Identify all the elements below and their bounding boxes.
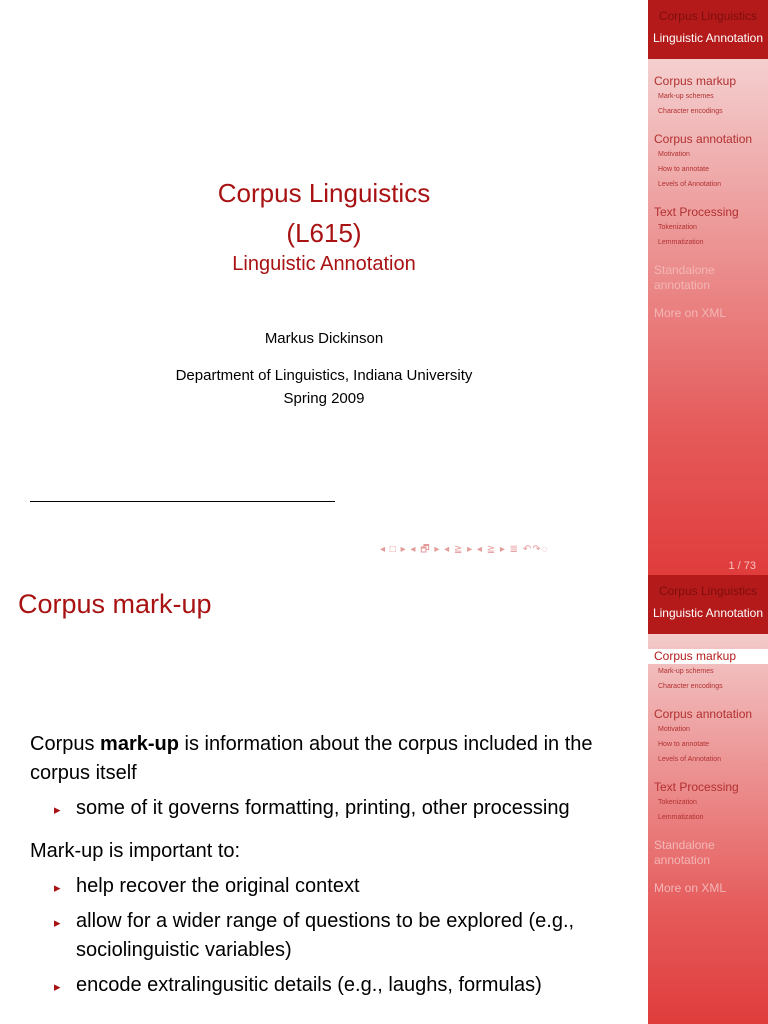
sidebar-section-0[interactable]: Corpus markup	[654, 74, 737, 88]
sidebar	[648, 0, 768, 575]
content-slide	[0, 575, 768, 1024]
list-item	[30, 872, 630, 901]
sidebar-title[interactable]: Corpus Linguistics	[658, 584, 758, 598]
bullet-triangle-icon: ▸	[54, 880, 61, 895]
sidebar-subsection-0-0[interactable]: Mark-up schemes	[658, 668, 714, 675]
term-markup: mark-up	[100, 733, 179, 755]
institute-name: Department of Linguistics, Indiana University	[175, 367, 473, 384]
author-name: Markus Dickinson	[264, 330, 384, 347]
sidebar-toc	[648, 74, 768, 321]
sidebar-subsection-1-1[interactable]: How to annotate	[658, 741, 709, 748]
presentation-subtitle: Linguistic Annotation	[232, 253, 416, 275]
sidebar-section-3[interactable]: Standalone annotation	[654, 838, 715, 867]
sidebar-subsection-2-1[interactable]: Lemmatization	[658, 239, 704, 246]
sidebar-section-4[interactable]: More on XML	[654, 306, 727, 320]
institute-block	[0, 364, 648, 410]
sidebar-section-3[interactable]: Standalone annotation	[654, 263, 715, 292]
list-item-text: allow for a wider range of questions to be explored (e.g., sociolinguistic variables)	[76, 910, 575, 961]
bullet-list-2	[30, 872, 630, 1000]
sidebar-subsection-2-0[interactable]: Tokenization	[658, 224, 697, 231]
sidebar-subsection-1-0[interactable]: Motivation	[658, 726, 690, 733]
intro-paragraph: Corpus mark-up is information about the corpus included in the corpus itself	[30, 733, 593, 784]
footnote-rule	[30, 501, 335, 502]
beamer-navigation-symbols[interactable]: ◂ □ ▸ ◂ 🗗 ▸ ◂ ≧ ▸ ◂ ≧ ▸ ≣ ↶↷◌	[380, 544, 549, 555]
sidebar-title[interactable]: Corpus Linguistics	[658, 9, 758, 23]
page-number: 1 / 73	[728, 560, 756, 572]
sidebar-subsection-1-0[interactable]: Motivation	[658, 151, 690, 158]
sidebar-header	[648, 0, 768, 59]
sidebar-subsection-1-1[interactable]: How to annotate	[658, 166, 709, 173]
frame-title: Corpus mark-up	[18, 589, 212, 619]
sidebar-subsection-0-1[interactable]: Character encodings	[658, 683, 723, 690]
list-item	[30, 794, 630, 823]
sidebar-section-0[interactable]: Corpus markup	[648, 649, 768, 664]
sidebar-subtitle[interactable]: Linguistic Annotation	[652, 606, 764, 620]
list-item-text: help recover the original context	[76, 875, 360, 897]
sidebar-section-4[interactable]: More on XML	[654, 881, 727, 895]
sidebar	[648, 575, 768, 1024]
sidebar-section-2[interactable]: Text Processing	[654, 205, 739, 219]
sidebar-subtitle[interactable]: Linguistic Annotation	[652, 31, 764, 45]
sidebar-section-1[interactable]: Corpus annotation	[654, 707, 753, 721]
sidebar-subsection-0-0[interactable]: Mark-up schemes	[658, 93, 714, 100]
sidebar-toc	[648, 649, 768, 896]
list-item	[30, 907, 630, 965]
slide-body	[30, 730, 630, 1000]
presentation-date: Spring 2009	[283, 390, 365, 407]
list-item-text: encode extralingusitic details (e.g., laughs, formulas)	[76, 974, 542, 996]
bullet-triangle-icon: ▸	[54, 915, 61, 930]
bullet-triangle-icon: ▸	[54, 979, 61, 994]
sidebar-section-1[interactable]: Corpus annotation	[654, 132, 753, 146]
sidebar-header	[648, 575, 768, 634]
sidebar-subsection-2-1[interactable]: Lemmatization	[658, 814, 704, 821]
list-item	[30, 971, 630, 1000]
bullet-list-1	[30, 794, 630, 823]
list-item-text: some of it governs formatting, printing, other processing	[76, 797, 570, 819]
sidebar-subsection-1-2[interactable]: Levels of Annotation	[658, 756, 722, 763]
sidebar-section-2[interactable]: Text Processing	[654, 780, 739, 794]
importance-paragraph: Mark-up is important to:	[30, 840, 241, 862]
bullet-triangle-icon: ▸	[54, 802, 61, 817]
presentation-title: Corpus Linguistics (L615)	[217, 178, 431, 248]
sidebar-subsection-1-2[interactable]: Levels of Annotation	[658, 181, 722, 188]
sidebar-subsection-0-1[interactable]: Character encodings	[658, 108, 723, 115]
sidebar-subsection-2-0[interactable]: Tokenization	[658, 799, 697, 806]
